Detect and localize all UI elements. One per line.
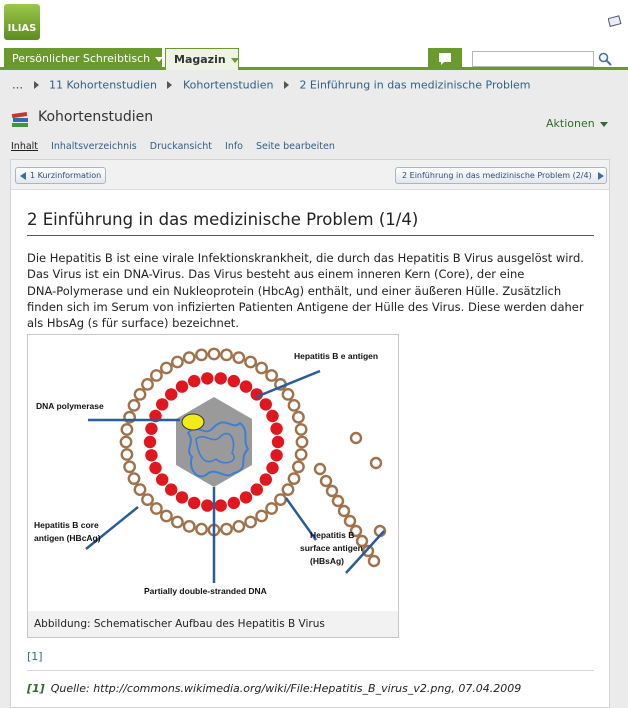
body-line: Das Virus ist ein DNA-Virus. Das Virus besteht aus einem inneren Kern (Core), der eine	[27, 267, 525, 282]
footnote-link[interactable]: [1]	[27, 650, 43, 663]
core-antigen-particle	[215, 372, 227, 384]
core-antigen-particle	[145, 423, 157, 435]
page-navigation	[11, 160, 609, 190]
core-antigen-particle	[201, 372, 213, 384]
surface-antigen-particle	[245, 517, 255, 527]
surface-antigen-particle	[209, 349, 219, 359]
core-antigen-particle	[215, 499, 227, 511]
core-antigen-particle	[260, 473, 272, 485]
surface-antigen-particle	[221, 524, 231, 534]
surface-antigen-particle	[234, 521, 244, 531]
free-surface-particle	[339, 506, 349, 516]
books-icon	[10, 110, 30, 128]
surface-antigen-particle	[266, 503, 276, 513]
tab-druckansicht[interactable]: Druckansicht	[149, 141, 212, 152]
free-surface-particle	[333, 496, 343, 506]
core-antigen-particle	[188, 497, 200, 509]
section-heading: 2 Einführung in das medizinische Problem (1/4)	[27, 210, 594, 236]
header	[0, 0, 628, 70]
next-page-button[interactable]	[395, 167, 607, 184]
surface-antigen-particle	[135, 484, 145, 494]
free-surface-particle	[351, 433, 361, 443]
free-surface-particle	[327, 486, 337, 496]
label-surface-antigen-3: (HBsAg)	[310, 556, 344, 566]
ilias-logo[interactable]: ILIAS	[4, 4, 40, 40]
core-antigen-particle	[251, 483, 263, 495]
label-core-antigen-2: antigen (HBcAg)	[34, 533, 101, 543]
search-icon[interactable]	[598, 52, 612, 66]
page-title: Kohortenstudien	[38, 109, 154, 125]
breadcrumb	[12, 78, 531, 94]
surface-antigen-particle	[266, 370, 276, 380]
surface-antigen-particle	[135, 389, 145, 399]
tab-inhalt[interactable]: Inhalt	[11, 141, 39, 152]
core-antigen-particle	[266, 410, 278, 422]
core-antigen-particle	[270, 423, 282, 435]
surface-antigen-particle	[296, 449, 306, 459]
core-antigen-particle	[272, 436, 284, 448]
core-antigen-particle	[266, 462, 278, 474]
surface-antigen-particle	[142, 494, 152, 504]
footnote-text: Quelle: http://commons.wikimedia.org/wiki/File:Hepatitis_B_virus_v2.png, 07.04.2009	[50, 682, 522, 695]
dna-polymerase-blob	[182, 414, 204, 430]
breadcrumb-ellipsis[interactable]: …	[12, 78, 23, 92]
footnote-number[interactable]: [1]	[27, 682, 45, 695]
surface-antigen-particle	[142, 379, 152, 389]
surface-antigen-particle	[121, 437, 131, 447]
breadcrumb-item[interactable]: 11 Kohortenstudien	[49, 78, 157, 92]
core-antigen-particle	[176, 380, 188, 392]
surface-antigen-particle	[172, 357, 182, 367]
label-dna: Partially double-stranded DNA	[144, 586, 267, 596]
label-he-antigen: Hepatitis B e antigen	[294, 351, 379, 361]
surface-antigen-particle	[283, 484, 293, 494]
core-antigen-particle	[156, 473, 168, 485]
core-antigen-particle	[156, 398, 168, 410]
label-surface-antigen-2: surface antigen	[300, 543, 363, 553]
free-surface-particle	[315, 464, 325, 474]
surface-antigen-particle	[293, 412, 303, 422]
content-panel	[10, 159, 610, 708]
nav-tab-desk[interactable]	[4, 48, 162, 70]
surface-antigen-particle	[234, 352, 244, 362]
body-line: Die Hepatitis B ist eine virale Infektionskrankheit, die durch das Hepatitis B Virus ausgelöst wird.	[27, 251, 584, 265]
surface-antigen-particle	[161, 511, 171, 521]
chevron-down-icon	[155, 57, 163, 62]
tab-info[interactable]: Info	[225, 141, 243, 152]
surface-antigen-particle	[122, 424, 132, 434]
next-page-label: 2 Einführung in das medizinische Problem (2/4)	[402, 171, 592, 180]
core-antigen-particle	[260, 398, 272, 410]
label-dna-polymerase: DNA polymerase	[36, 401, 104, 411]
divider	[27, 670, 594, 671]
capsid-hexagon	[176, 397, 252, 487]
surface-antigen-particle	[289, 473, 299, 483]
virus-figure	[27, 334, 399, 638]
free-surface-particle	[369, 556, 379, 566]
tab-inhaltsverzeichnis[interactable]: Inhaltsverzeichnis	[51, 141, 137, 152]
surface-antigen-particle	[256, 363, 266, 373]
chevron-right-icon	[167, 81, 172, 89]
label-core-antigen-1: Hepatitis B core	[34, 520, 99, 530]
chevron-down-icon	[600, 122, 608, 127]
figure-caption: Abbildung: Schematischer Aufbau des Hepatitis B Virus	[28, 611, 398, 637]
surface-antigen-particle	[256, 511, 266, 521]
surface-antigen-particle	[221, 350, 231, 360]
surface-antigen-particle	[275, 494, 285, 504]
core-antigen-particle	[145, 449, 157, 461]
core-antigen-particle	[228, 375, 240, 387]
previous-page-button[interactable]	[15, 167, 106, 184]
chevron-right-icon	[34, 81, 39, 89]
core-antigen-particle	[176, 491, 188, 503]
speech-bubble-icon	[428, 48, 462, 70]
free-surface-particle	[345, 516, 355, 526]
core-antigen-particle	[240, 491, 252, 503]
breadcrumb-item[interactable]: Kohortenstudien	[182, 78, 274, 92]
label-surface-antigen-1: Hepatitis B	[310, 530, 355, 540]
chevron-right-icon	[284, 81, 289, 89]
surface-antigen-particle	[245, 357, 255, 367]
core-antigen-particle	[201, 499, 213, 511]
sub-tabs	[11, 141, 345, 155]
footnote	[27, 682, 521, 695]
surface-antigen-particle	[124, 462, 134, 472]
surface-antigen-particle	[129, 400, 139, 410]
body-line: DNA-Polymerase und ein Nukleoprotein (HbcAg) enthält, und einer äußeren Hülle. Zusätzlich	[27, 283, 562, 298]
hepatitis-b-virus-diagram	[28, 335, 398, 611]
breadcrumb-item[interactable]: 2 Einführung in das medizinische Problem	[299, 78, 531, 92]
surface-antigen-particle	[151, 370, 161, 380]
arrow-right-icon	[598, 172, 604, 180]
core-antigen-particle	[188, 375, 200, 387]
logout-icon[interactable]	[608, 15, 622, 27]
surface-antigen-particle	[122, 449, 132, 459]
body-line: als HbsAg (s für surface) bezeichnet.	[27, 316, 239, 331]
main-nav	[0, 48, 628, 70]
surface-antigen-particle	[283, 389, 293, 399]
nav-tab-magazin[interactable]	[165, 48, 239, 70]
core-antigen-particle	[149, 462, 161, 474]
previous-page-label: 1 Kurzinformation	[30, 171, 102, 180]
body-paragraph	[27, 250, 597, 331]
arrow-left-icon	[20, 172, 26, 180]
free-surface-particle	[371, 458, 381, 468]
surface-antigen-particle	[297, 437, 307, 447]
search-input[interactable]	[472, 51, 594, 67]
core-antigen-particle	[228, 497, 240, 509]
core-antigen-particle	[240, 380, 252, 392]
core-antigen-particle	[165, 388, 177, 400]
chevron-down-icon	[231, 58, 239, 63]
surface-antigen-particle	[196, 524, 206, 534]
surface-antigen-particle	[184, 521, 194, 531]
nav-tab-magazin-label: Magazin	[174, 53, 226, 66]
actions-dropdown[interactable]	[546, 117, 608, 130]
core-antigen-particle	[144, 436, 156, 448]
nav-tab-desk-label: Persönlicher Schreibtisch	[12, 52, 151, 65]
surface-antigen-particle	[172, 517, 182, 527]
surface-antigen-particle	[161, 363, 171, 373]
free-surface-particle	[321, 476, 331, 486]
surface-antigen-particle	[296, 424, 306, 434]
surface-antigen-particle	[289, 400, 299, 410]
surface-antigen-particle	[151, 503, 161, 513]
surface-antigen-particle	[196, 350, 206, 360]
surface-antigen-particle	[184, 352, 194, 362]
surface-antigen-particle	[129, 473, 139, 483]
tab-seite-bearbeiten[interactable]: Seite bearbeiten	[256, 141, 335, 152]
body-line: finden sich im Serum von infizierten Patienten Antigene der Hülle des Virus. Diese werden daher	[27, 299, 584, 314]
actions-label: Aktionen	[546, 117, 595, 130]
surface-antigen-particle	[293, 462, 303, 472]
core-antigen-particle	[165, 483, 177, 495]
core-antigen-particle	[270, 449, 282, 461]
chat-button[interactable]	[428, 48, 462, 70]
